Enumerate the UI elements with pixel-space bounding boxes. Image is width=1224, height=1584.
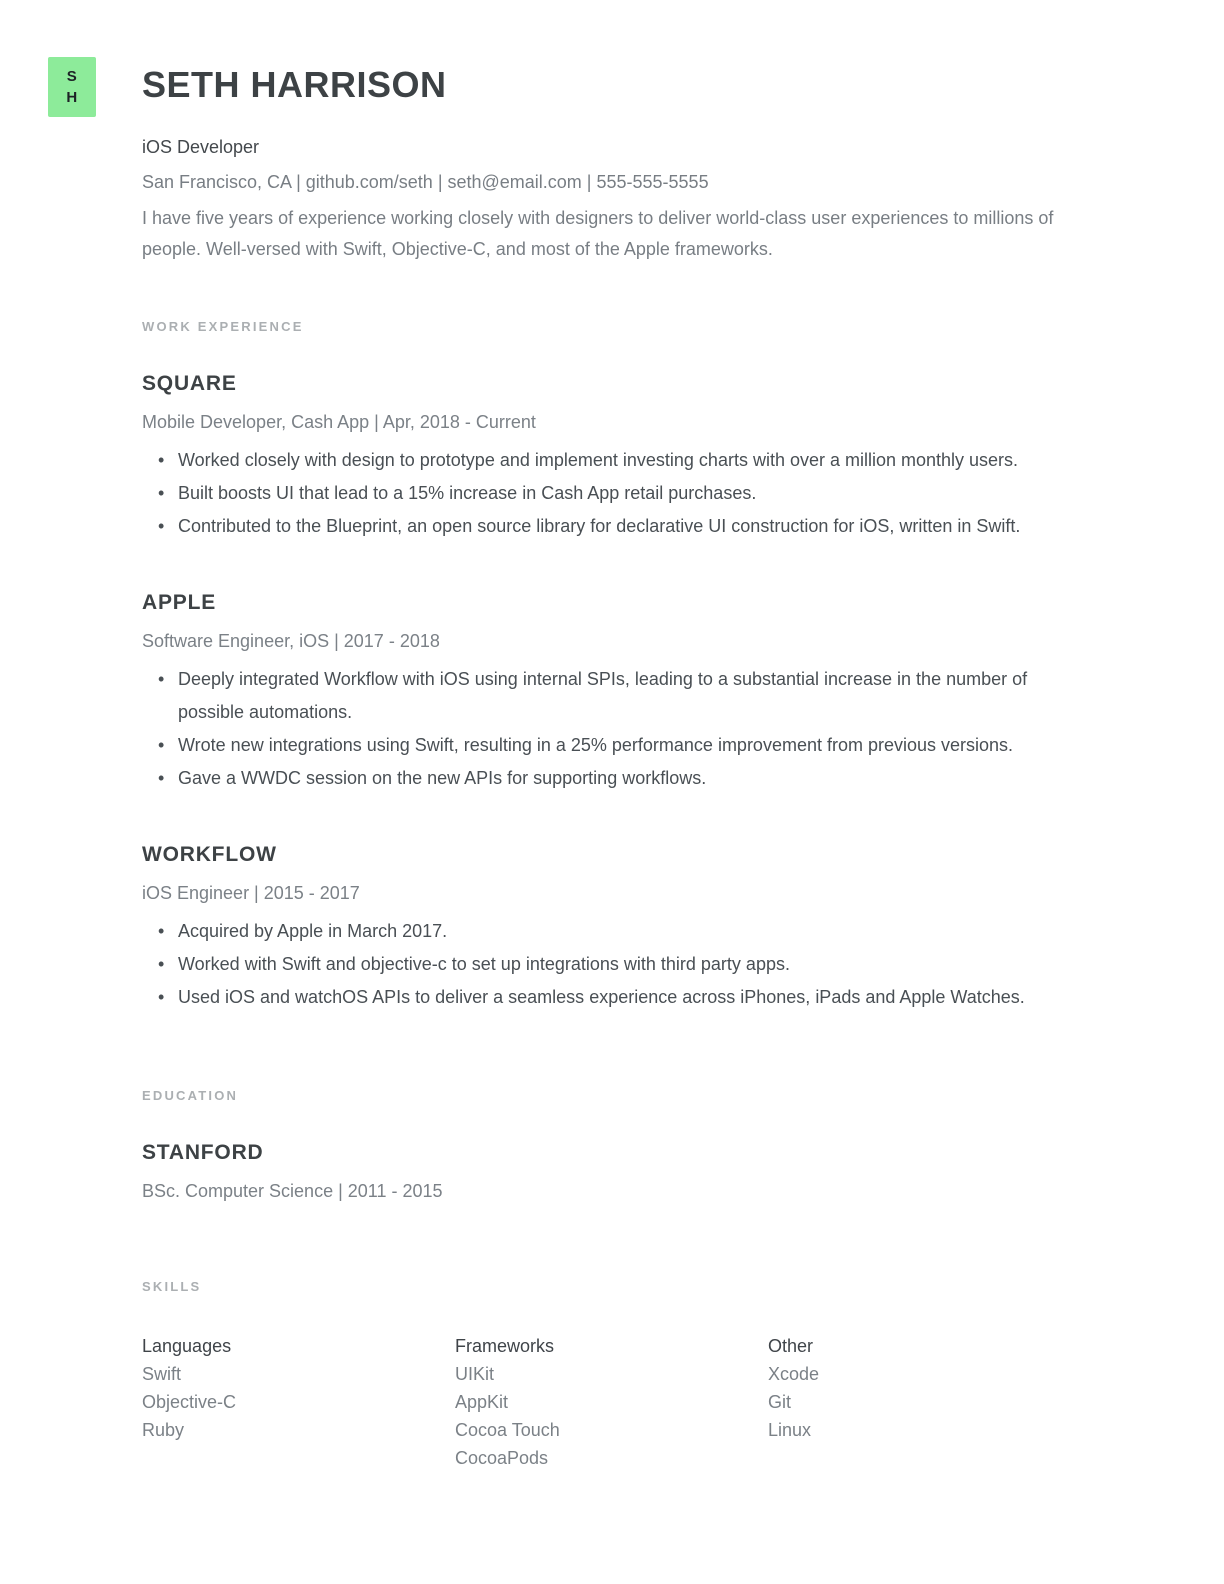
education-meta: BSc. Computer Science | 2011 - 2015 [142, 1181, 443, 1201]
bullet-list [142, 915, 1082, 1014]
bullet-item: • Worked with Swift and objective-c to set up integrations with third party apps. [142, 948, 1082, 981]
contact-line: San Francisco, CA | github.com/seth | seth@email.com | 555-555-5555 [142, 172, 709, 192]
skill-item: Objective-C [142, 1392, 237, 1412]
job-entry-workflow [142, 841, 1082, 1014]
person-name: SETH HARRISON [142, 64, 447, 105]
job-entry-square [142, 370, 1082, 543]
skill-item: Swift [142, 1364, 182, 1384]
bullet-list [142, 444, 1082, 543]
skill-item: Cocoa Touch [455, 1420, 560, 1440]
skill-column-title: Languages [142, 1336, 232, 1356]
education-entry [142, 1139, 1082, 1205]
bullet-item: • Built boosts UI that lead to a 15% increase in Cash App retail purchases. [142, 477, 1082, 510]
section-label-work-experience: WORK EXPERIENCE [142, 319, 304, 334]
bullet-item: • Wrote new integrations using Swift, resulting in a 25% performance improvement from previous versions. [142, 729, 1082, 762]
bullet-item: • Used iOS and watchOS APIs to deliver a seamless experience across iPhones, iPads and Apple Watches. [142, 981, 1082, 1014]
skill-item: Git [768, 1392, 792, 1412]
avatar-initial-bottom: H [66, 89, 78, 106]
skill-item: UIKit [455, 1364, 495, 1384]
skill-column-title: Other [768, 1336, 814, 1356]
company-name: WORKFLOW [142, 843, 277, 866]
bullet-list [142, 663, 1082, 795]
skill-column-languages [142, 1332, 455, 1472]
skill-column-title: Frameworks [455, 1336, 555, 1356]
job-meta: Mobile Developer, Cash App | Apr, 2018 - Current [142, 412, 536, 432]
resume-content [142, 0, 1082, 1472]
avatar-initial-top: S [66, 68, 78, 85]
skill-item: Linux [768, 1420, 812, 1440]
company-name: APPLE [142, 591, 217, 614]
skill-column-frameworks [455, 1332, 768, 1472]
job-meta: iOS Engineer | 2015 - 2017 [142, 883, 360, 903]
skill-item: Xcode [768, 1364, 820, 1384]
section-label-skills: SKILLS [142, 1279, 202, 1294]
bullet-item: • Acquired by Apple in March 2017. [142, 915, 1082, 948]
job-meta: Software Engineer, iOS | 2017 - 2018 [142, 631, 440, 651]
bullet-item: • Worked closely with design to prototype and implement investing charts with over a million monthly users. [142, 444, 1082, 477]
person-title: iOS Developer [142, 137, 260, 157]
skill-column-other [768, 1332, 1081, 1472]
school-name: STANFORD [142, 1141, 264, 1164]
job-entry-apple [142, 589, 1082, 795]
avatar [48, 57, 96, 117]
bullet-item: • Gave a WWDC session on the new APIs for supporting workflows. [142, 762, 1082, 795]
skills-columns [142, 1332, 1082, 1472]
summary-text: I have five years of experience working closely with designers to deliver world-class user experiences to millions of people. Well-versed with Swift, Objective-C, and most of the Apple frameworks. [142, 208, 1054, 259]
skill-item: AppKit [455, 1392, 509, 1412]
bullet-item: • Contributed to the Blueprint, an open source library for declarative UI construction for iOS, written in Swift. [142, 510, 1082, 543]
skill-item: CocoaPods [455, 1448, 549, 1468]
company-name: SQUARE [142, 372, 237, 395]
bullet-item: • Deeply integrated Workflow with iOS using internal SPIs, leading to a substantial increase in the number of possible automations. [142, 663, 1082, 729]
section-label-education: EDUCATION [142, 1088, 239, 1103]
skill-item: Ruby [142, 1420, 185, 1440]
